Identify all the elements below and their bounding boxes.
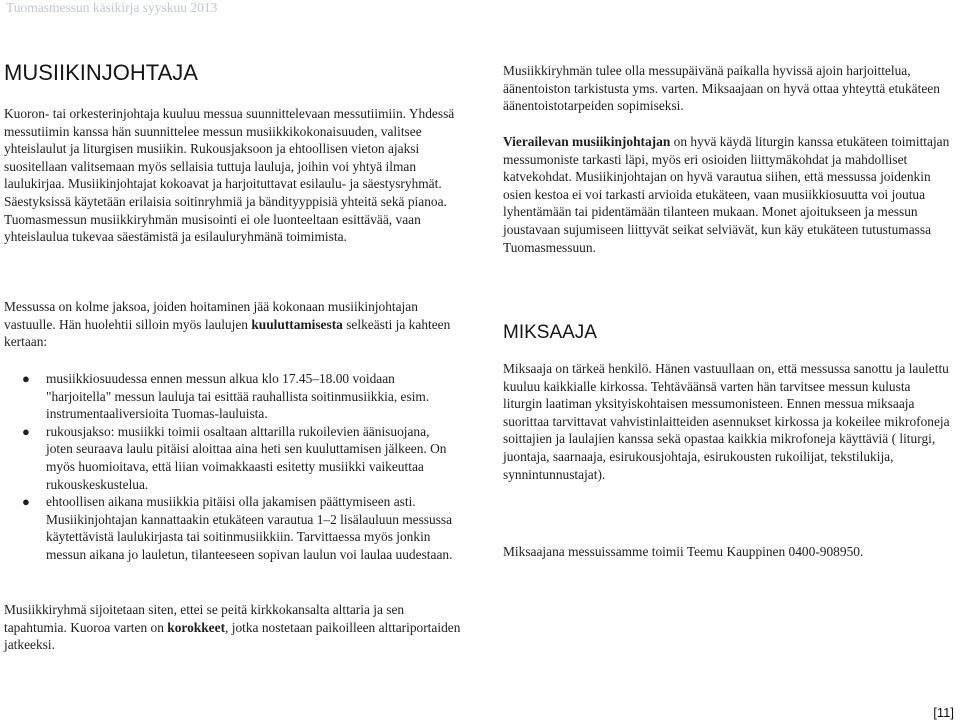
jaksot-list <box>18 370 458 564</box>
list-item: ● ehtoollisen aikana musiikkia pitäisi olla jakamisen päättymiseen asti. Musiikinjohtajan kannattaakin etukäteen varautua 1–2 lisälauluun messussa käytettävistä laulukirjasta tai soitinmusiikkiin. Tarvittaessa myös jonkin messun aikana jo lauletun, tilanteeseen sopivan laulun voi laulaa uudestaan. <box>22 494 453 562</box>
bullet-icon: ● <box>22 494 30 510</box>
korokkeet-emphasis: korokkeet <box>167 619 226 635</box>
list-item: ● musiikkiosuudessa ennen messun alkua klo 17.45–18.00 voidaan "harjoitella" messun lauluja tai esittää rauhallista soitinmusiikkia, esim. instrumentaaliversioita Tuomas-lauluista. <box>22 371 430 422</box>
messupaiva-paragraph: Musiikkiryhmän tulee olla messupäivänä paikalla hyvissä ajoin harjoittelua, äänentoiston tarkistusta yms. varten. Miksaajaan on hyvä ottaa yhteyttä etukäteen äänentoistotarpeiden sopimiseksi. <box>503 63 940 114</box>
vierailevan-paragraph: Vierailevan musiikinjohtajan on hyvä käydä liturgin kanssa etukäteen toimittajan messumoniste tarkasti läpi, myös eri osioiden liittymäkohdat ja mahdolliset katvekohdat. Musiikinjohtajan on hyvä varautua siihen, että messussa joidenkin osien kestoa ei voi tarkasti arvioida etukäteen, vaan musiikkiosuutta voi joutua lyhentämään tai pidentämään tilanteen mukaan. Monet ajoitukseen ja messun joustavaan sujumiseen liittyvät seikat selviävät, kun käy etukäteen tutustumassa Tuomasmessuun. <box>503 134 950 255</box>
list-item: ● rukousjakso: musiikki toimii osaltaan alttarilla rukoilevien äänisuojana, joten seuraava laulu pitäisi aloittaa aina heti sen kuuluttamisen jälkeen. On myös huomioitava, että liian voimakkaasti esitetty musiikki vaikeuttaa rukouskeskustelua. <box>22 423 447 492</box>
section-heading-miksaaja: MIKSAAJA <box>503 322 597 343</box>
sijoitus-paragraph: Musiikkiryhmä sijoitetaan siten, ettei se peitä kirkkokansalta alttaria ja sen tapahtumia. Kuoroa varten on korokkeet, jotka nostetaan paikoilleen alttariportaiden jatkeeksi. <box>4 602 461 653</box>
jaksot-paragraph: Messussa on kolme jaksoa, joiden hoitaminen jää kokonaan musiikinjohtajan vastuulle. Hän huolehtii silloin myös laulujen kuuluttamisesta selkeästi ja kahteen kertaan: <box>4 299 451 350</box>
kuuluttamisesta-emphasis: kuuluttamisesta <box>251 316 343 332</box>
intro-paragraph: Kuoron- tai orkesterinjohtaja kuuluu messua suunnittelevaan messutiimiin. Yhdessä messutiimin kanssa hän suunnittelee messun musiikkikokonaisuuden, valitsee yhteislaulut ja liturgisen musiikin. Rukousjaksoon ja ehtoollisen vieton ajaksi suositellaan valitsemaan myös sellaisia tuttuja lauluja, joihin voi yhtyä ilman laulukirjaa. Musiikinjohtajat kokoavat ja harjoituttavat esilaulu- ja säestysryhmät. Säestyksissä käytetään erilaisia soitinryhmiä ja bändityyppisiä yhteitä sekä pianoa. Tuomasmessun musiikkiryhmän musisointi ei ole luonteeltaan esittävää, vaan yhteislaulua tukevaa säestämistä ja esilauluryhmänä toimimista. <box>4 106 455 245</box>
miksaaja-contact: Miksaajana messuissamme toimii Teemu Kauppinen 0400-908950. <box>503 544 864 559</box>
section-heading-musiikinjohtaja: MUSIIKINJOHTAJA <box>4 60 198 85</box>
miksaaja-paragraph: Miksaaja on tärkeä henkilö. Hänen vastuullaan on, että messussa sanottu ja laulettu kuuluu kaikkialle kirkossa. Tehtäväänsä varten hän tarvitsee messun kulusta liturgin laatiman yksityiskohtaisen messumonisteen. Ennen messua miksaaja suorittaa tarvittavat vahvistinlaitteiden asennukset kirkossa ja kokeilee mikrofoneja soittajien ja laulajien kanssa sekä opastaa kaikkia mikrofoneja käyttäviä ( liturgi, juontaja, saarnaaja, esirukousjohtaja, esirukousten rukoilijat, tekstilukija, synnintunnustajat). <box>503 361 950 482</box>
bullet-icon: ● <box>22 371 30 386</box>
vierailevan-emphasis: Vierailevan musiikinjohtajan <box>503 134 671 149</box>
page-number: [11] <box>933 705 954 721</box>
bullet-icon: ● <box>22 423 30 439</box>
running-header: Tuomasmessun käsikirja syyskuu 2013 <box>6 0 218 15</box>
